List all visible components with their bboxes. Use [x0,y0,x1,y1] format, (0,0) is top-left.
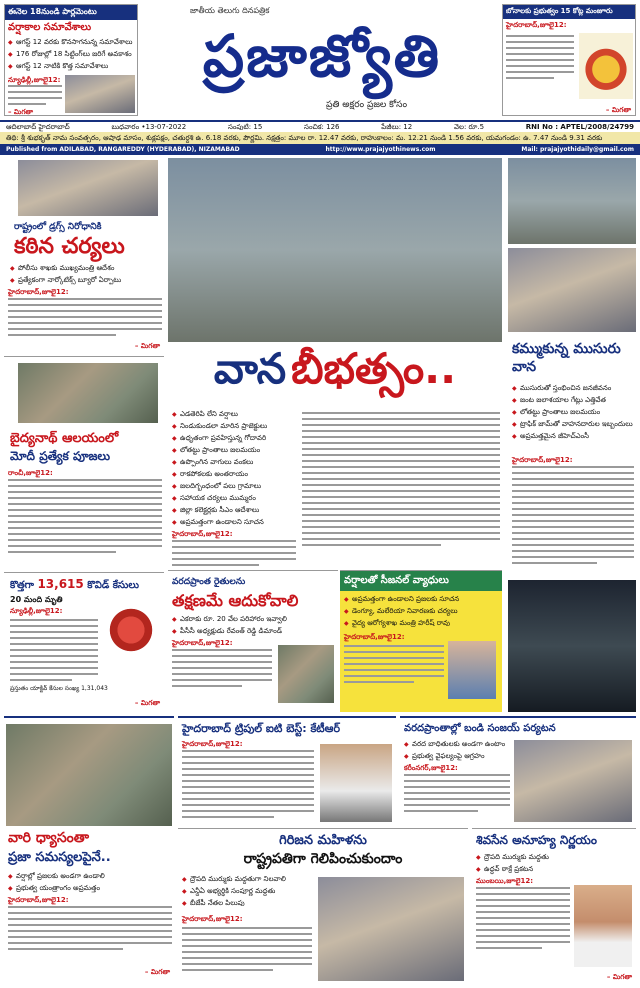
ktr-photo [320,744,392,822]
drugs-meeting-photo [18,160,158,216]
more-link[interactable]: – మిగతా [8,108,34,116]
right-promo-dateline: హైదరాబాద్,జూలై12: [506,21,567,29]
lead-bullet: ◆ ఉప్పొంగిన వాగులు వంకలు [172,458,296,467]
shivsena-bullets [476,853,632,877]
left-promo-item: ◆ ఆగస్ట్ 12 నాటికి కొత్త సమావేశాలు [8,62,134,71]
lead-bullet: ◆ జిల్లా కలెక్టర్లకు సీఎం ఆదేశాలు [172,506,296,515]
rni-number: RNI No : APTEL/2008/24799 [525,123,634,131]
lead-photo-flood [168,158,502,342]
left-promo-dateline: న్యూఢిల్లీ,జూలై12: [8,76,61,84]
right-col-headline: కమ్ముకున్న ముసురు వాన [512,341,621,375]
drugs-bullet: ◆ పోలీసు శాఖకు ముఖ్యమంత్రి ఆదేశం [10,264,162,273]
issue-number: సంచిక: 126 [304,123,340,131]
sanjay-headline: వరదప్రాంతాల్లో బండి సంజయ్ పర్యటన [404,723,556,734]
covid-headline-suffix: కొవిడ్ కేసులు [87,580,139,591]
email-link[interactable]: Mail: prajajyothidaily@gmail.com [521,146,634,153]
farmers-headline: తక్షణమే ఆదుకోవాలి [172,591,299,610]
volume: సంపుటి: 15 [227,123,263,131]
masthead-right-promo[interactable] [502,4,636,116]
problems-headline: ప్రజా సమస్యలపైనే.. [8,850,111,865]
lead-bullet: ◆ ఎడతెరిపి లేని వర్షాలు [172,410,296,419]
lead-headline [168,344,502,404]
page-count: పేజీలు: 12 [381,123,413,131]
problems-bullet: ◆ వర్షాల్లో ప్రజలకు అండగా ఉండాలి [8,872,172,881]
more-link[interactable]: – మిగతా [605,106,631,114]
drugs-headline: కఠిన చర్యలు [14,234,125,259]
farmers-bullets [172,615,336,639]
lead-headline-part2: బీభత్సం.. [291,344,457,393]
farmers-dateline: హైదరాబాద్,జూలై12: [172,639,233,647]
diseases-headline: వర్షాలతో సీజనల్ వ్యాధులు [340,571,502,591]
publisher-line [0,144,640,155]
masthead [0,0,640,120]
publisher-editions: Published from ADILABAD, RANGAREDDY (HYDERABAD), NIZAMABAD [6,146,240,153]
sanjay-bullets [404,740,524,764]
diseases-bullet: ◆ అప్రమత్తంగా ఉండాలని ప్రజలకు సూచన [344,595,498,604]
drugs-dateline: హైదరాబాద్,జూలై12: [8,288,69,296]
farmers-bullet: ◆ పీసీసీ అధ్యక్షుడు రేవంత్ రెడ్డి డిమాండ్ [172,627,336,636]
diseases-story[interactable] [340,570,502,712]
shivsena-headline: శివసేన అనూహ్య నిర్ణయం [476,833,597,847]
revanth-photo [278,645,334,703]
lead-bullet: ◆ జలదిగ్బంధంలో పలు గ్రామాలు [172,482,296,491]
left-promo-heading: ఈనెల 18నుండి పార్లమెంటు [5,5,137,20]
tribal-headline: రాష్ట్రపతిగా గెలిపించుకుందాం [243,851,403,867]
right-col-bullet: ◆ జంట జలాశయాల గేట్లు ఎత్తివేత [512,396,634,405]
problems-dateline: హైదరాబాద్,జూలై12: [8,896,69,904]
flood-people-photo [6,724,172,826]
right-col-bullet: ◆ ట్రాఫిక్ జామ్‌తో వాహనదారుల ఇబ్బందులు [512,420,634,429]
baidyanath-headline: మోదీ ప్రత్యేక పూజలు [10,449,111,463]
problems-bullets [8,872,172,896]
bjp-leaders-photo [318,877,464,981]
covid-dateline: న్యూఢిల్లీ,జూలై12: [10,607,63,615]
shivsena-dateline: ముంబయి,జూలై12: [476,877,533,885]
lead-bullet: ◆ అప్రమత్తంగా ఉండాలని సూచన [172,518,296,527]
masthead-left-promo[interactable] [4,4,138,116]
lead-bullet: ◆ నిండుకుండలా మారిన ప్రాజెక్టులు [172,422,296,431]
baidyanath-kicker: బైద్యనాథ్ ఆలయంలో [10,431,119,446]
problems-bullet: ◆ ప్రభుత్వ యంత్రాంగం అప్రమత్తం [8,884,172,893]
editions: ఆదిలాబాద్ హైదరాబాద్ [6,123,70,131]
lead-dateline: హైదరాబాద్,జూలై12: [172,530,233,538]
iiit-story[interactable] [178,716,396,824]
lead-bullets [172,410,296,530]
covid-count: 13,615 [37,577,84,591]
virus-illustration [104,603,158,657]
right-col-bullets [512,384,634,444]
lead-bullet: ◆ ఉధృతంగా ప్రవహిస్తున్న గోదావరి [172,434,296,443]
tribal-bullet: ◆ ఎన్డీఏ అభ్యర్థికి సంపూర్ణ మద్దతు [182,887,312,896]
parliament-photo [65,75,135,113]
sanjay-photo [514,740,632,822]
sanjay-story[interactable] [400,716,636,824]
right-col-bullet: ◆ అప్రమత్తమైన జీహెచ్ఎంసీ [512,432,634,441]
diseases-bullet: ◆ వైద్య ఆరోగ్యశాఖ మంత్రి హరీష్ రావు [344,619,498,628]
iiit-dateline: హైదరాబాద్,జూలై12: [182,740,243,748]
lead-headline-part1: వాన [213,344,287,393]
shivsena-story[interactable] [472,828,636,986]
lead-bullet: ◆ రాకపోకలకు అంతరాయం [172,470,296,479]
shivsena-bullet: ◆ ద్రౌపది ముర్ముకు మద్దతు [476,853,632,862]
drugs-story[interactable] [4,158,164,354]
left-promo-items [5,36,137,76]
tribal-bullet: ◆ ద్రౌపది ముర్ముకు మద్దతుగా నిలవాలి [182,875,312,884]
problems-kicker: వారి ధ్యాసంతా [8,830,90,846]
sanjay-bullet: ◆ వరద బాధితులకు అండగా ఉంటాం [404,740,524,749]
right-promo-heading: బోనాలకు ప్రభుత్వం 15 కోట్ల మంజూరు [503,5,635,19]
farmers-kicker: వరదప్రాంత రైతులను [172,577,246,587]
more-link[interactable]: – మిగతా [134,342,160,350]
diseases-bullets [344,595,498,631]
drugs-bullets [10,264,162,288]
right-col-bullet: ◆ లోతట్టు ప్రాంతాలు జలమయం [512,408,634,417]
bonalu-illustration [579,33,633,99]
farmers-bullet: ◆ ఎకరాకు రూ. 20 వేల పరిహారం ఇవ్వాలి [172,615,336,624]
slogan: ప్రతి అక్షరం ప్రజల కోసం [326,100,408,110]
lead-bullet: ◆ సహాయక చర్యలు ముమ్మరం [172,494,296,503]
left-promo-item: ◆ 176 రోజుల్లో 18 సిట్టింగ్‌లు జరిగే అవకాశం [8,50,134,59]
baidyanath-story[interactable] [4,356,164,570]
left-promo-subheading: వర్షాకాల సమావేశాలు [8,22,92,33]
more-link[interactable]: – మిగతా [144,968,170,976]
drugs-bullet: ◆ ప్రత్యేకంగా నార్కోటిక్స్ బ్యూరో ఏర్పాటు [10,276,162,285]
diseases-dateline: హైదరాబాద్,జూలై12: [344,633,405,641]
almanac-line: తిథి: శ్రీ శుభకృత్ నామ సంవత్సరం, ఆషాఢ మాసం, శుక్లపక్షం, చతుర్దశి ఉ. 6.18 వరకు, పౌర్ణమి. నక్షత్రం: మూల రా. 12.47 వరకు, రాహుకాలం: మ. 12.21 నుండి 1.56 వరకు, యమగండం: ఉ. 7.47 నుండి 9.31 వరకు [0,132,640,144]
more-link[interactable]: – మిగతా [134,699,160,707]
covid-headline [10,577,139,593]
covid-headline-prefix: కొత్తగా [10,580,34,591]
farmers-story[interactable] [168,570,338,712]
tribal-story[interactable] [178,828,468,986]
problems-story[interactable] [4,716,174,986]
shivsena-bullet: ◆ ఉద్ధవ్ ఠాక్రే ప్రకటన [476,865,632,874]
covid-extra: ప్రస్తుతం యాక్టివ్ కేసుల సంఖ్య 1,31,043 [10,685,108,692]
bridge-photo-2 [508,248,636,332]
uddhav-photo [574,885,632,967]
tribal-kicker: గిరిజన మహిళను [279,833,367,848]
left-promo-item: ◆ ఆగస్ట్ 12 వరకు కొనసాగనున్న సమావేశాలు [8,38,134,47]
bridge-photo-1 [508,158,636,244]
issue-date: బుధవారం •13-07-2022 [111,123,187,131]
tribal-bullet: ◆ బీజేపీ నేతల పిలుపు [182,899,312,908]
covid-story[interactable] [4,572,164,712]
sanjay-dateline: కరీంనగర్,జూలై12: [404,764,458,772]
right-col-story[interactable] [508,336,636,576]
baidyanath-photo [18,363,158,423]
tribal-bullets [182,875,312,911]
lead-bullet: ◆ లోతట్టు ప్రాంతాలు జలమయం [172,446,296,455]
iiit-headline: హైదరాబాద్ ట్రిపుల్ ఐటి బెస్ట్: కేటీఆర్ [182,722,340,735]
covid-subhead: 20 మంది మృతి [10,595,63,604]
info-bar [0,120,640,132]
minister-photo [448,641,496,699]
more-link[interactable]: – మిగతా [606,973,632,981]
newspaper-title: ప్రజాజ్యోతి [202,22,442,90]
baidyanath-dateline: రాంచీ,జూలై12: [8,469,53,477]
right-col-bullet: ◆ ముసురుతో స్తంభించిన జనజీవనం [512,384,634,393]
tribal-dateline: హైదరాబాద్,జూలై12: [182,915,243,923]
diseases-bullet: ◆ డెంగ్యూ, మలేరియా నివారణకు చర్యలు [344,607,498,616]
drugs-kicker: రాష్ట్రంలో డ్రగ్స్ నిరోధానికి [14,222,102,232]
price: వెల: రూ.5 [454,123,485,131]
website-link[interactable]: http://www.prajajyothinews.com [325,146,436,153]
right-col-dateline: హైదరాబాద్,జూలై12: [512,456,573,464]
tagline-top: జాతీయ తెలుగు దినపత్రిక [190,6,270,15]
night-rain-photo [508,580,636,712]
sanjay-bullet: ◆ ప్రభుత్వ వైఫల్యంపై ఆగ్రహం [404,752,524,761]
